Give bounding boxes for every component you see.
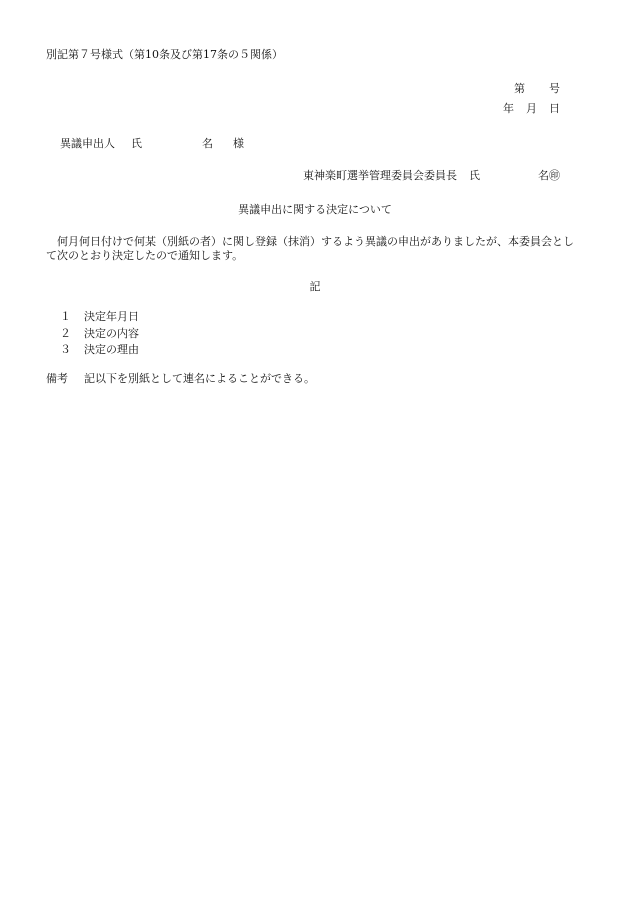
seal-mark: ㊞ xyxy=(549,169,560,182)
sender-shi: 氏 xyxy=(469,169,480,182)
remark-label: 備考 xyxy=(46,372,68,385)
remark-line xyxy=(46,372,315,386)
recipient-prefix: 異議申出人 xyxy=(60,137,115,150)
ki-heading: 記 xyxy=(309,280,321,293)
number-label-go: 号 xyxy=(549,82,560,95)
item-number: ２ xyxy=(60,326,71,340)
list-item xyxy=(60,310,139,327)
item-text: 決定の内容 xyxy=(84,326,139,340)
item-text: 決定年月日 xyxy=(84,310,139,323)
item-number: ３ xyxy=(60,343,71,356)
body-paragraph: 何月何日付けで何某（別紙の者）に関し登録（抹消）するよう異議の申出がありましたが、本委員会として次のとおり決定したので通知します。 xyxy=(46,235,574,263)
form-title: 別記第７号様式（第10条及び第17条の５関係） xyxy=(46,48,283,61)
recipient-mei: 名 xyxy=(202,137,213,150)
sender-mei: 名 xyxy=(538,169,549,182)
item-number: １ xyxy=(60,310,71,323)
date-day-label: 日 xyxy=(549,102,560,115)
list-item xyxy=(60,327,139,344)
recipient-shi: 氏 xyxy=(131,137,142,150)
date-month-label: 月 xyxy=(526,102,537,115)
recipient-line xyxy=(60,137,244,151)
item-text: 決定の理由 xyxy=(84,343,139,356)
sender-title: 東神楽町選挙管理委員会委員長 xyxy=(303,169,457,182)
document-date-line xyxy=(503,102,560,116)
remark-text: 記以下を別紙として連名によることができる。 xyxy=(84,372,315,385)
sender-line xyxy=(303,169,560,183)
document-subject: 異議申出に関する決定について xyxy=(238,203,392,216)
number-label-dai: 第 xyxy=(514,82,525,95)
date-year-label: 年 xyxy=(503,102,514,115)
document-number-line xyxy=(514,82,560,96)
list-item xyxy=(60,343,139,360)
item-list xyxy=(60,310,139,360)
document-body xyxy=(46,235,584,264)
recipient-sama: 様 xyxy=(233,137,244,150)
